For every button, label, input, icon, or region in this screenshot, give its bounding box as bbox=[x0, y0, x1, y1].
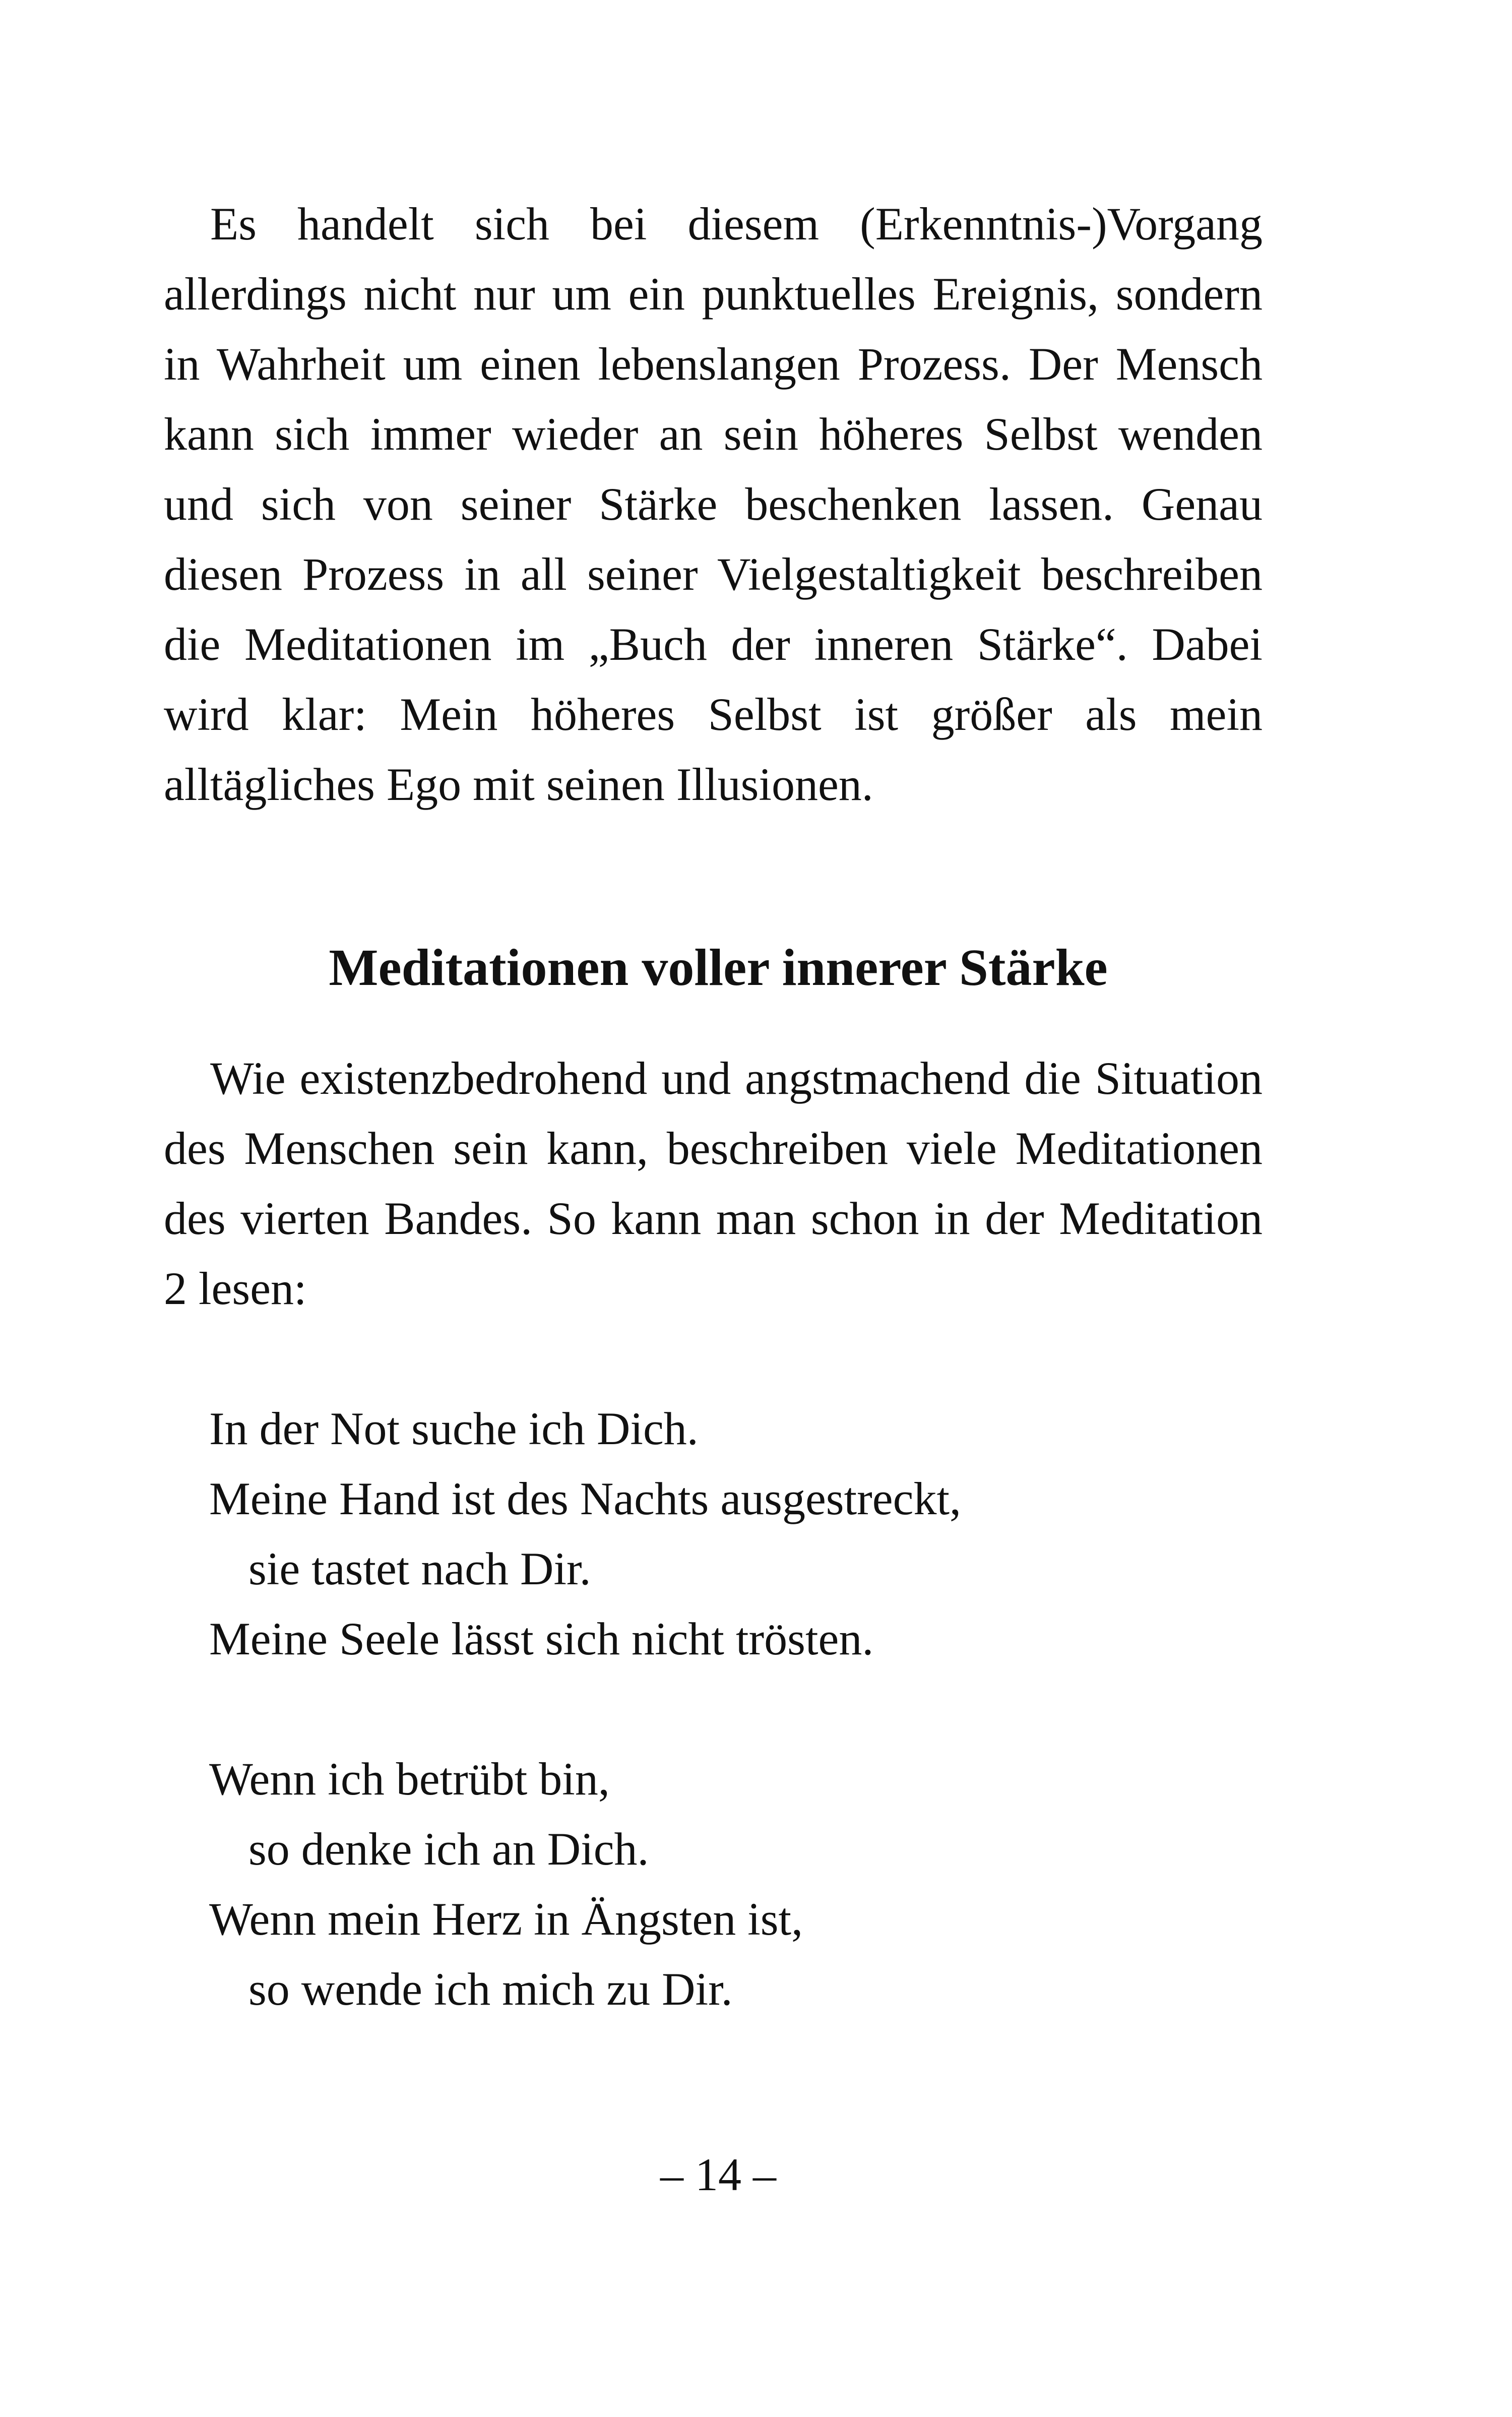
poem-line: so denke ich an Dich. bbox=[248, 1823, 649, 1875]
page-number: – 14 – bbox=[660, 2149, 776, 2200]
section-heading: Meditationen voller innerer Stärke bbox=[329, 939, 1108, 997]
poem-line: In der Not suche ich Dich. bbox=[209, 1403, 699, 1454]
poem-line: Meine Seele lässt sich nicht trösten. bbox=[209, 1613, 874, 1664]
poem-stanza-1 bbox=[209, 1394, 1217, 1674]
poem-line: Meine Hand ist des Nachts ausgestreckt, bbox=[209, 1473, 962, 1524]
poem-stanza-2 bbox=[209, 1744, 1217, 2024]
poem-line: sie tastet nach Dir. bbox=[248, 1543, 591, 1594]
body-paragraph-2: Wie existenzbedrohend und angstmachend die Situation des Menschen sein kann, beschreiben viele Meditationen des vierten Bandes. So kann man schon in der Meditation 2 lesen: bbox=[164, 1052, 1263, 1314]
poem-line: so wende ich mich zu Dir. bbox=[248, 1963, 733, 2015]
poem-line: Wenn ich betrübt bin, bbox=[209, 1753, 610, 1805]
poem-line: Wenn mein Herz in Ängsten ist, bbox=[209, 1893, 803, 1945]
body-paragraph-1: Es handelt sich bei diesem (Erkenntnis-)Vorgang allerdings nicht nur um ein punktuelles Ereignis, sondern in Wahrheit um einen lebenslangen Prozess. Der Mensch kann sich immer wieder an sein höheres Selbst wenden und sich von seiner Stärke beschenken lassen. Genau diesen Prozess in all seiner Vielgestaltigkeit beschreiben die Meditationen im „Buch der inneren Stärke“. Dabei wird klar: Mein höheres Selbst ist größer als mein alltägliches Ego mit seinen Illusionen. bbox=[164, 198, 1263, 810]
